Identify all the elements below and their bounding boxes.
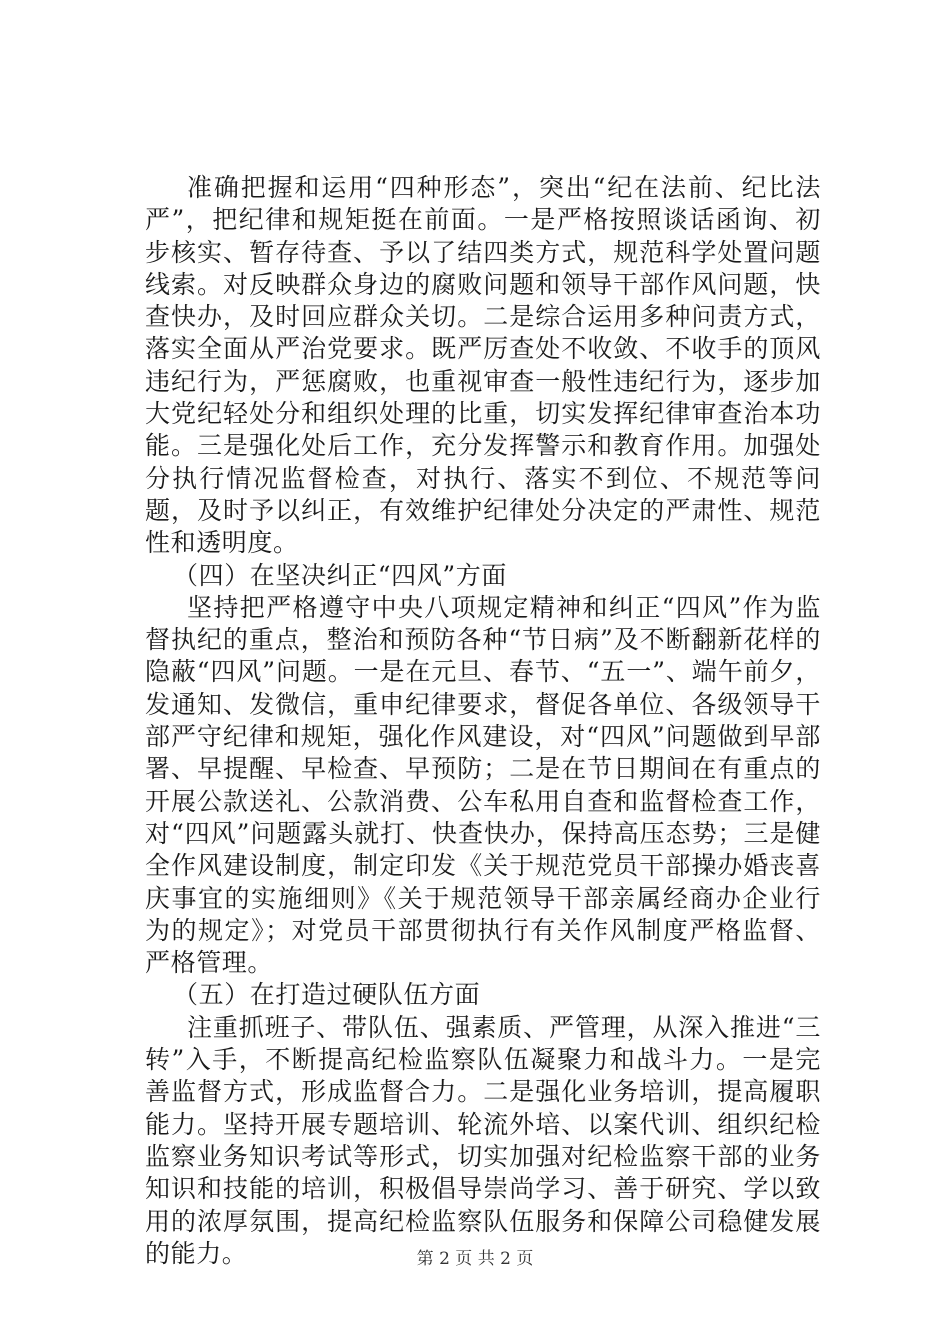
paragraph-four-winds: 坚持把严格遵守中央八项规定精神和纠正“四风”作为监督执纪的重点，整治和预防各种“节日病”及不断翻新花样的隐蔽“四风”问题。一是在元旦、春节、“五一”、端午前夕，发通知、发微信，重申纪律要求，督促各单位、各级领导干部严守纪律和规矩，强化作风建设，对“四风”问题做到早部署、早提醒、早检查、早预防；二是在节日期间在有重点的开展公款送礼、公款消费、公车私用自查和监督检查工作，对“四风”问题露头就打、快查快办，保持高压态势；三是健全作风建设制度，制定印发《关于规范党员干部操办婚丧喜庆事宜的实施细则》《关于规范领导干部亲属经商办企业行为的规定》；对党员干部贯彻执行有关作风制度严格监督、严格管理。: [145, 592, 821, 978]
page-number-footer: 第 2 页 共 2 页: [416, 1249, 534, 1269]
paragraph-discipline-review: 准确把握和运用“四种形态”，突出“纪在法前、纪比法严”，把纪律和规矩挺在前面。一是严格按照谈话函询、初步核实、暂存待查、予以了结四类方式，规范科学处置问题线索。对反映群众身边的腐败问题和领导干部作风问题，快查快办，及时回应群众关切。二是综合运用多种问责方式，落实全面从严治党要求。既严厉查处不收敛、不收手的顶风违纪行为，严惩腐败，也重视审查一般性违纪行为，逐步加大党纪轻处分和组织处理的比重，切实发挥纪律审查治本功能。三是强化处后工作，充分发挥警示和教育作用。加强处分执行情况监督检查，对执行、落实不到位、不规范等问题，及时予以纠正，有效维护纪律处分决定的严肃性、规范性和透明度。: [145, 173, 821, 558]
section-heading-four-winds: （四）在坚决纠正“四风”方面: [173, 560, 507, 590]
section-heading-team-building: （五）在打造过硬队伍方面: [173, 980, 481, 1010]
paragraph-team-building: 注重抓班子、带队伍、强素质、严管理，从深入推进“三转”入手，不断提高纪检监察队伍凝聚力和战斗力。一是完善监督方式，形成监督合力。二是强化业务培训，提高履职能力。坚持开展专题培训、轮流外培、以案代训、组织纪检监察业务知识考试等形式，切实加强对纪检监察干部的业务知识和技能的培训，积极倡导崇尚学习、善于研究、学以致用的浓厚氛围，提高纪检监察队伍服务和保障公司稳健发展的能力。: [145, 1012, 821, 1268]
document-body: [145, 172, 821, 1270]
